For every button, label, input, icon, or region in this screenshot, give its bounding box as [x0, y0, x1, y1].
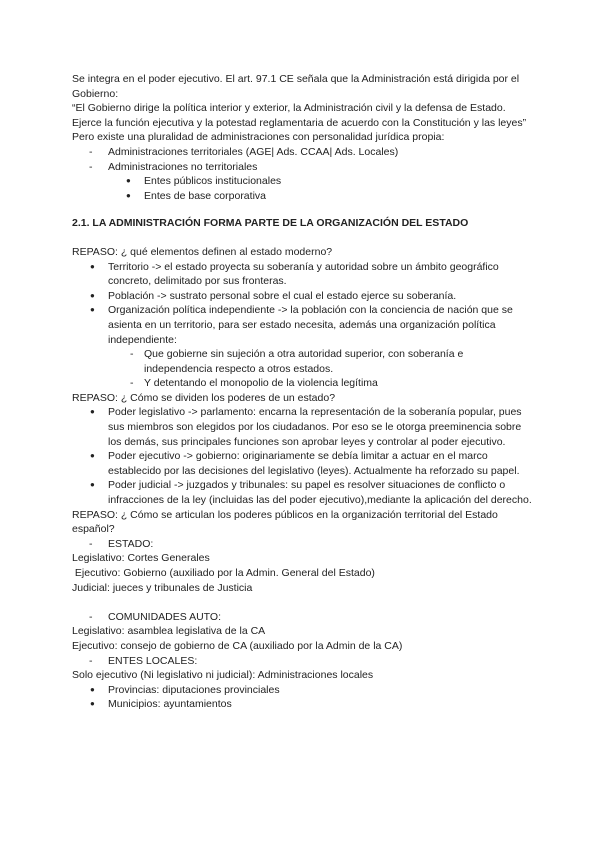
list-item: [72, 174, 532, 189]
list-item: [72, 376, 532, 391]
dash-marker: -: [89, 537, 93, 550]
list-item: [72, 449, 532, 478]
list-item-text: Territorio -> el estado proyecta su soberanía y autoridad sobre un ámbito geográfico concreto, delimitado por sus fronteras.: [108, 260, 499, 288]
blank-line: [72, 595, 532, 610]
intro-paragraph: Se integra en el poder ejecutivo. El art. 97.1 CE señala que la Administración está dirigida por el Gobierno:: [72, 73, 520, 100]
list-item-text: COMUNIDADES AUTO:: [108, 610, 221, 623]
dash-marker: -: [89, 160, 93, 173]
bullet-marker: ●: [90, 407, 95, 417]
list-item-text: Población -> sustrato personal sobre el cual el estado ejerce su soberanía.: [108, 289, 457, 302]
bullet-marker: ●: [90, 480, 95, 490]
ccaa-ejecutivo: Ejecutivo: consejo de gobierno de CA (auxiliado por la Admin de la CA): [72, 639, 403, 652]
list-item: [72, 289, 532, 304]
list-item: [72, 160, 532, 175]
list-item-text: ESTADO:: [108, 537, 154, 550]
list-item: [72, 478, 532, 507]
estado-legislativo: Legislativo: Cortes Generales: [72, 552, 210, 565]
bullet-marker: ●: [126, 190, 131, 200]
list-item-text: Poder ejecutivo -> gobierno: originariamente se debía limitar a actuar en el marco establecido por las decisiones del legislativo (leyes). Actualmente ha reforzado su papel.: [108, 450, 520, 477]
list-item-text: Que gobierne sin sujeción a otra autoridad superior, con soberanía e independencia respecto a otros estados.: [144, 348, 464, 375]
bullet-marker: ●: [126, 176, 131, 186]
section-heading: 2.1. LA ADMINISTRACIÓN FORMA PARTE DE LA ORGANIZACIÓN DEL ESTADO: [72, 217, 469, 230]
repaso-question: REPASO: ¿ Cómo se dividen los poderes de un estado?: [72, 391, 336, 404]
constitution-quote: “El Gobierno dirige la política interior y exterior, la Administración civil y la defensa de Estado. Ejerce la función ejecutiva y la potestad reglamentaria de acuerdo con la Constitución y las leyes”: [72, 102, 527, 129]
dash-marker: -: [89, 654, 93, 667]
dash-marker: -: [89, 145, 93, 158]
list-item: [72, 145, 532, 160]
bullet-marker: ●: [90, 305, 95, 315]
list-item: [72, 189, 532, 204]
list-item-text: Poder judicial -> juzgados y tribunales: su papel es resolver situaciones de conflicto o infracciones de la ley (incluidas las del poder ejecutivo),mediante la aplicación del derecho.: [108, 479, 532, 507]
bullet-marker: ●: [90, 684, 95, 694]
list-item: [72, 537, 532, 552]
list-item-text: Administraciones no territoriales: [108, 160, 258, 173]
list-item: [72, 405, 532, 449]
bullet-marker: ●: [90, 290, 95, 300]
bullet-marker: ●: [90, 451, 95, 461]
list-item-text: Poder legislativo -> parlamento: encarna la representación de la soberanía popular, pues sus miembros son elegidos por los ciudadanos. Por eso se le otorga preeminencia sobre los demás, sus principales funciones son aprobar leyes y controlar al poder ejecutivo.: [108, 406, 522, 448]
dash-marker: -: [130, 377, 134, 390]
intro-paragraph-2: Pero existe una pluralidad de administraciones con personalidad jurídica propia:: [72, 131, 445, 144]
dash-marker: -: [130, 348, 134, 361]
list-item: [72, 654, 532, 669]
list-item-text: Entes públicos institucionales: [144, 175, 282, 188]
list-item-text: Entes de base corporativa: [144, 189, 266, 202]
list-item: [72, 303, 532, 347]
bullet-marker: ●: [90, 699, 95, 709]
list-item: [72, 683, 532, 698]
estado-ejecutivo: Ejecutivo: Gobierno (auxiliado por la Admin. General del Estado): [72, 567, 375, 579]
locales-ejecutivo: Solo ejecutivo (Ni legislativo ni judicial): Administraciones locales: [72, 669, 374, 682]
repaso-question: REPASO: ¿ qué elementos definen al estado moderno?: [72, 245, 333, 258]
list-item: [72, 610, 532, 625]
ccaa-legislativo: Legislativo: asamblea legislativa de la CA: [72, 625, 266, 638]
dash-marker: -: [89, 610, 93, 623]
list-item-text: Municipios: ayuntamientos: [108, 698, 232, 711]
list-item: [72, 347, 532, 376]
list-item: [72, 260, 532, 289]
estado-judicial: Judicial: jueces y tribunales de Justicia: [72, 581, 253, 594]
list-item-text: Y detentando el monopolio de la violencia legítima: [144, 377, 378, 390]
repaso-question: REPASO: ¿ Cómo se articulan los poderes públicos en la organización territorial del Estado español?: [72, 508, 498, 536]
list-item-text: ENTES LOCALES:: [108, 654, 198, 667]
list-item-text: Administraciones territoriales (AGE| Ads. CCAA| Ads. Locales): [108, 145, 399, 158]
bullet-marker: ●: [90, 261, 95, 271]
list-item-text: Provincias: diputaciones provinciales: [108, 683, 280, 696]
document-page: [72, 72, 532, 712]
list-item-text: Organización política independiente -> la población con la conciencia de nación que se asienta en un territorio, para ser estado necesita, además una organización política independiente:: [108, 304, 513, 346]
list-item: [72, 697, 532, 712]
